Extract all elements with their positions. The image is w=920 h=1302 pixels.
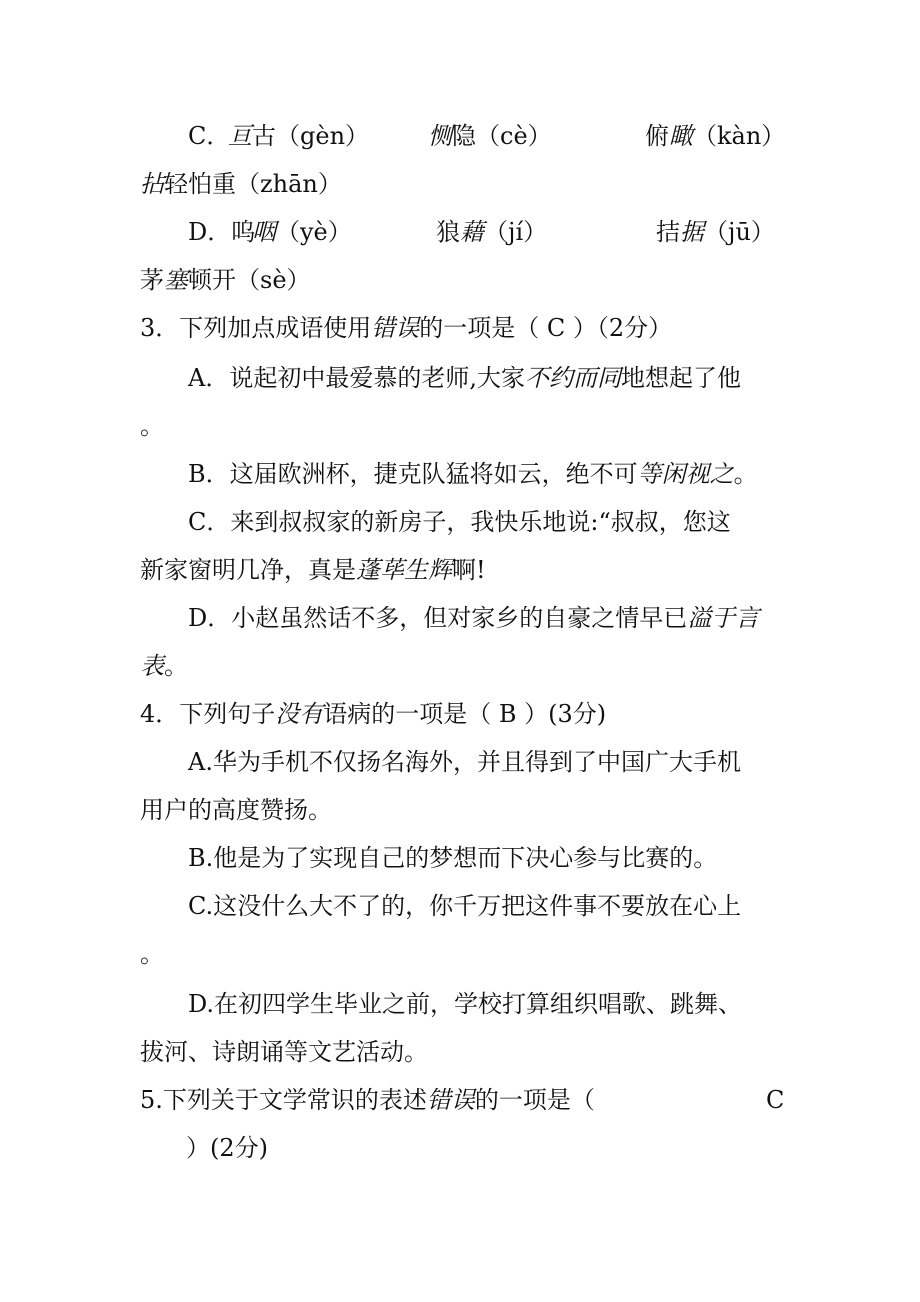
pinyin: （jí） bbox=[484, 218, 548, 246]
option-text: 拔河、诗朗诵等文艺活动。 bbox=[140, 1038, 428, 1066]
question-3-option-c bbox=[0, 502, 920, 542]
option-text: 。 bbox=[164, 652, 188, 680]
word-char: 拮 bbox=[656, 218, 680, 246]
question-3-option-d-continuation bbox=[0, 646, 920, 686]
dotted-char: 咽 bbox=[252, 218, 276, 246]
word-char: 隐 bbox=[452, 122, 476, 150]
option-d-continuation bbox=[0, 260, 920, 300]
question-text: 语病的一项是（ B ）(3分) bbox=[323, 700, 607, 728]
pinyin: （zhān） bbox=[236, 170, 342, 198]
pinyin: （yè） bbox=[276, 218, 352, 246]
question-text: 4．下列句子 bbox=[140, 700, 276, 728]
option-text: 。 bbox=[140, 412, 164, 440]
question-3-option-d bbox=[0, 598, 920, 638]
word-char: 狼 bbox=[436, 218, 460, 246]
option-text: D．小赵虽然话不多，但对家乡的自豪之情早已 bbox=[188, 604, 688, 632]
question-3-option-a bbox=[0, 358, 920, 398]
emphasis-text: 溢于言 bbox=[687, 604, 760, 632]
pinyin: （jū） bbox=[704, 218, 775, 246]
question-4-option-c-continuation bbox=[0, 934, 920, 974]
option-text: 。 bbox=[733, 460, 758, 488]
question-3-option-a-continuation bbox=[0, 406, 920, 446]
option-c-continuation bbox=[0, 164, 920, 204]
option-text: B．这届欧洲杯，捷克队猛将如云，绝不可 bbox=[188, 460, 638, 488]
option-text: 新家窗明几净，真是 bbox=[140, 556, 356, 584]
dotted-char: 瞰 bbox=[669, 122, 693, 150]
option-label: C． bbox=[188, 122, 231, 150]
question-text: 5.下列关于文学常识的表述 bbox=[140, 1086, 427, 1114]
word-char: 俯 bbox=[645, 122, 669, 150]
option-label: D．呜 bbox=[188, 218, 256, 246]
question-4-option-d-continuation bbox=[0, 1032, 920, 1072]
option-text: C．来到叔叔家的新房子，我快乐地说:“叔叔，您这 bbox=[188, 508, 731, 536]
pinyin: （sè） bbox=[236, 266, 311, 294]
question-4-option-c bbox=[0, 886, 920, 926]
option-text: A．说起初中最爱慕的老师,大家 bbox=[188, 364, 525, 392]
emphasis-text: 等闲视之 bbox=[637, 460, 734, 488]
question-4-option-d bbox=[0, 984, 920, 1024]
option-text: C.这没什么大不了的，你千万把这件事不要放在心上 bbox=[188, 892, 742, 920]
question-4 bbox=[0, 694, 920, 734]
emphasis-text: 没有 bbox=[275, 700, 324, 728]
dotted-char: 拈 bbox=[140, 170, 164, 198]
question-5-continuation bbox=[0, 1128, 920, 1168]
option-text: 。 bbox=[140, 940, 164, 968]
answer-text: C bbox=[766, 1086, 785, 1114]
emphasis-text: 表 bbox=[140, 652, 164, 680]
question-4-option-a-continuation bbox=[0, 790, 920, 830]
option-text: D.在初四学生毕业之前，学校打算组织唱歌、跳舞、 bbox=[188, 990, 743, 1018]
option-text: 啊! bbox=[452, 556, 486, 584]
pinyin: （kàn） bbox=[693, 122, 786, 150]
option-text: 地想起了他 bbox=[620, 364, 741, 392]
question-text: 的一项是（ C ）（2分） bbox=[419, 314, 673, 342]
word-char: 古 bbox=[252, 122, 276, 150]
option-text: B.他是为了实现自己的梦想而下决心参与比赛的。 bbox=[188, 844, 718, 872]
emphasis-text: 蓬荜生辉 bbox=[356, 556, 452, 584]
question-3-option-c-continuation bbox=[0, 550, 920, 590]
dotted-char: 恻 bbox=[428, 122, 452, 150]
word-rest: 顿开 bbox=[188, 266, 236, 294]
question-text: 3．下列加点成语使用 bbox=[140, 314, 372, 342]
option-d-line bbox=[0, 212, 920, 252]
pinyin: （cè） bbox=[476, 122, 552, 150]
question-3-option-b bbox=[0, 454, 920, 494]
dotted-char: 藉 bbox=[460, 218, 484, 246]
question-text: 的一项是（ bbox=[474, 1086, 595, 1114]
question-4-option-a bbox=[0, 742, 920, 782]
question-5 bbox=[0, 1080, 920, 1120]
option-text: 用户的高度赞扬。 bbox=[140, 796, 332, 824]
emphasis-text: 错误 bbox=[371, 314, 420, 342]
word-rest: 轻怕重 bbox=[164, 170, 236, 198]
dotted-char: 亘 bbox=[228, 122, 252, 150]
question-text: ）(2分) bbox=[186, 1134, 268, 1162]
question-4-option-b bbox=[0, 838, 920, 878]
option-c-line bbox=[0, 116, 920, 156]
option-text: A.华为手机不仅扬名海外，并且得到了中国广大手机 bbox=[188, 748, 741, 776]
dotted-char: 据 bbox=[680, 218, 704, 246]
pinyin: （gèn） bbox=[276, 122, 370, 150]
emphasis-text: 错误 bbox=[426, 1086, 475, 1114]
dotted-char: 塞 bbox=[164, 266, 188, 294]
question-3 bbox=[0, 308, 920, 348]
emphasis-text: 不约而同 bbox=[524, 364, 621, 392]
word-char: 茅 bbox=[140, 266, 164, 294]
